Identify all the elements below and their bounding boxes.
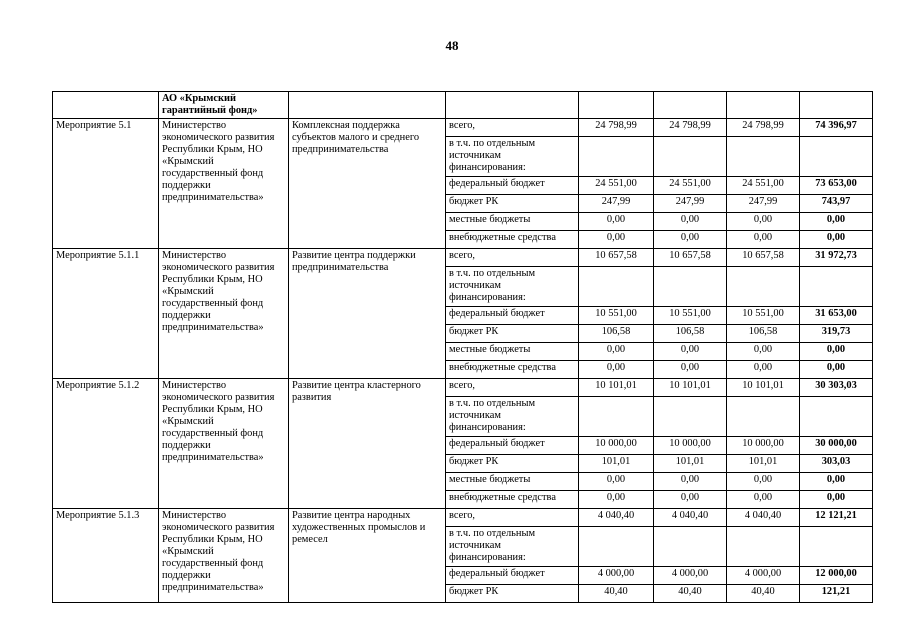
cell-year-value: 0,00 (579, 361, 654, 379)
cell-total-value: 31 972,73 (800, 249, 873, 267)
cell-funding-source: внебюджетные средства (446, 231, 579, 249)
cell-year-value: 0,00 (654, 231, 727, 249)
cell-year-value: 247,99 (579, 195, 654, 213)
cell-executor: Министерство экономического развития Республики Крым, НО «Крымский государственный фонд поддержки предпринимательства» (159, 119, 289, 249)
cell-year-value: 24 551,00 (727, 177, 800, 195)
cell-executor: Министерство экономического развития Республики Крым, НО «Крымский государственный фонд поддержки предпринимательства» (159, 509, 289, 603)
cell-year-value: 10 000,00 (579, 437, 654, 455)
cell-funding-source: федеральный бюджет (446, 437, 579, 455)
cell-year-value (727, 397, 800, 437)
cell-total-value: 121,21 (800, 585, 873, 603)
page-number: 48 (445, 38, 459, 53)
cell-year-value: 0,00 (579, 213, 654, 231)
cell-funding-source: федеральный бюджет (446, 177, 579, 195)
cell-year-value: 10 551,00 (727, 307, 800, 325)
cell-total-value: 0,00 (800, 231, 873, 249)
cell-year-value (654, 397, 727, 437)
table-row (53, 119, 873, 137)
cell-funding-source: всего, (446, 379, 579, 397)
cell-total-value: 12 000,00 (800, 567, 873, 585)
cell-year-value: 4 040,40 (654, 509, 727, 527)
table-row (53, 249, 873, 267)
cell-year-value (579, 527, 654, 567)
cell-measure-name: Мероприятие 5.1 (53, 119, 159, 249)
cell-total-value: 74 396,97 (800, 119, 873, 137)
cell-executor: Министерство экономического развития Республики Крым, НО «Крымский государственный фонд поддержки предпринимательства» (159, 249, 289, 379)
cell-measure-title: Комплексная поддержка субъектов малого и среднего предпринимательства (289, 119, 446, 249)
cell-measure-title: Развитие центра поддержки предпринимательства (289, 249, 446, 379)
cell-year-value (579, 397, 654, 437)
financing-table (52, 91, 873, 603)
cell-total-value: 0,00 (800, 491, 873, 509)
cell-funding-source: в т.ч. по отдельным источникам финансирования: (446, 397, 579, 437)
cell-year-value: 101,01 (727, 455, 800, 473)
cell-year-value: 10 101,01 (727, 379, 800, 397)
cell-year-value: 24 551,00 (654, 177, 727, 195)
cell-total-value: 12 121,21 (800, 509, 873, 527)
cell-total-value: 743,97 (800, 195, 873, 213)
cell-total-value: 0,00 (800, 361, 873, 379)
cell-measure-name: Мероприятие 5.1.3 (53, 509, 159, 603)
cell-total-value (800, 137, 873, 177)
cell-funding-source: бюджет РК (446, 325, 579, 343)
cell-funding-source: федеральный бюджет (446, 567, 579, 585)
cell-year-value (654, 527, 727, 567)
cell-total-value (800, 527, 873, 567)
cell-year-value (579, 137, 654, 177)
cell-funding-source: местные бюджеты (446, 213, 579, 231)
cell-year-value: 10 657,58 (654, 249, 727, 267)
cell-total-value (800, 267, 873, 307)
cell-year-value: 247,99 (654, 195, 727, 213)
cell-year-value: 0,00 (727, 491, 800, 509)
cell-year-value: 4 000,00 (579, 567, 654, 585)
cell-measure-name: Мероприятие 5.1.2 (53, 379, 159, 509)
cell-year-value: 10 101,01 (654, 379, 727, 397)
cell-year-value: 10 551,00 (654, 307, 727, 325)
cell-measure-title: Развитие центра кластерного развития (289, 379, 446, 509)
cell-year-value: 0,00 (727, 213, 800, 231)
cell-total-value: 31 653,00 (800, 307, 873, 325)
cell-year-value: 24 551,00 (579, 177, 654, 195)
cell-empty (446, 92, 579, 119)
cell-total-value: 319,73 (800, 325, 873, 343)
cell-year-value: 40,40 (727, 585, 800, 603)
cell-total-value: 0,00 (800, 343, 873, 361)
cell-funding-source: всего, (446, 509, 579, 527)
cell-year-value (654, 137, 727, 177)
cell-year-value: 0,00 (579, 343, 654, 361)
cell-year-value: 4 000,00 (727, 567, 800, 585)
cell-year-value: 106,58 (727, 325, 800, 343)
cell-funding-source: в т.ч. по отдельным источникам финансирования: (446, 267, 579, 307)
cell-year-value: 24 798,99 (654, 119, 727, 137)
cell-year-value: 0,00 (579, 473, 654, 491)
cell-year-value: 0,00 (654, 361, 727, 379)
cell-year-value: 10 657,58 (579, 249, 654, 267)
cell-year-value: 0,00 (579, 231, 654, 249)
cell-total-value: 73 653,00 (800, 177, 873, 195)
cell-year-value: 40,40 (579, 585, 654, 603)
cell-year-value: 0,00 (727, 343, 800, 361)
cell-year-value: 101,01 (654, 455, 727, 473)
cell-measure-title: Развитие центра народных художественных промыслов и ремесел (289, 509, 446, 603)
cell-funding-source: всего, (446, 249, 579, 267)
cell-year-value (727, 527, 800, 567)
cell-funding-source: бюджет РК (446, 585, 579, 603)
cell-empty (289, 92, 446, 119)
cell-total-value: 30 000,00 (800, 437, 873, 455)
cell-year-value (579, 267, 654, 307)
cell-year-value (654, 267, 727, 307)
cell-funding-source: внебюджетные средства (446, 361, 579, 379)
cell-year-value (727, 137, 800, 177)
table-row (53, 509, 873, 527)
cell-funding-source: в т.ч. по отдельным источникам финансирования: (446, 137, 579, 177)
cell-year-value: 0,00 (654, 491, 727, 509)
cell-year-value: 106,58 (579, 325, 654, 343)
cell-empty (579, 92, 654, 119)
cell-funding-source: бюджет РК (446, 195, 579, 213)
cell-year-value: 10 000,00 (727, 437, 800, 455)
cell-total-value: 0,00 (800, 213, 873, 231)
cell-empty (727, 92, 800, 119)
cell-year-value: 0,00 (579, 491, 654, 509)
cell-empty (654, 92, 727, 119)
cell-year-value (727, 267, 800, 307)
cell-year-value: 247,99 (727, 195, 800, 213)
cell-year-value: 24 798,99 (727, 119, 800, 137)
cell-year-value: 0,00 (727, 361, 800, 379)
cell-empty (800, 92, 873, 119)
cell-funding-source: местные бюджеты (446, 473, 579, 491)
cell-year-value: 0,00 (654, 473, 727, 491)
cell-year-value: 106,58 (654, 325, 727, 343)
cell-year-value: 101,01 (579, 455, 654, 473)
cell-funding-source: внебюджетные средства (446, 491, 579, 509)
cell-funding-source: местные бюджеты (446, 343, 579, 361)
cell-year-value: 4 040,40 (727, 509, 800, 527)
cell-year-value: 0,00 (727, 231, 800, 249)
cell-total-value: 0,00 (800, 473, 873, 491)
cell-empty (53, 92, 159, 119)
cell-year-value: 24 798,99 (579, 119, 654, 137)
cell-funding-source: в т.ч. по отдельным источникам финансирования: (446, 527, 579, 567)
cell-funding-source: бюджет РК (446, 455, 579, 473)
cell-year-value: 10 101,01 (579, 379, 654, 397)
cell-measure-name: Мероприятие 5.1.1 (53, 249, 159, 379)
table-row-continuation (53, 92, 873, 119)
cell-total-value: 30 303,03 (800, 379, 873, 397)
cell-total-value: 303,03 (800, 455, 873, 473)
cell-year-value: 10 657,58 (727, 249, 800, 267)
cell-funding-source: всего, (446, 119, 579, 137)
cell-funding-source: федеральный бюджет (446, 307, 579, 325)
cell-total-value (800, 397, 873, 437)
cell-year-value: 10 000,00 (654, 437, 727, 455)
cell-year-value: 0,00 (654, 343, 727, 361)
cell-year-value: 0,00 (727, 473, 800, 491)
cell-executor: Министерство экономического развития Республики Крым, НО «Крымский государственный фонд поддержки предпринимательства» (159, 379, 289, 509)
table-row (53, 379, 873, 397)
cell-year-value: 0,00 (654, 213, 727, 231)
cell-year-value: 4 000,00 (654, 567, 727, 585)
cell-year-value: 10 551,00 (579, 307, 654, 325)
cell-year-value: 40,40 (654, 585, 727, 603)
cell-executor: АО «Крымский гарантийный фонд» (159, 92, 289, 119)
cell-year-value: 4 040,40 (579, 509, 654, 527)
